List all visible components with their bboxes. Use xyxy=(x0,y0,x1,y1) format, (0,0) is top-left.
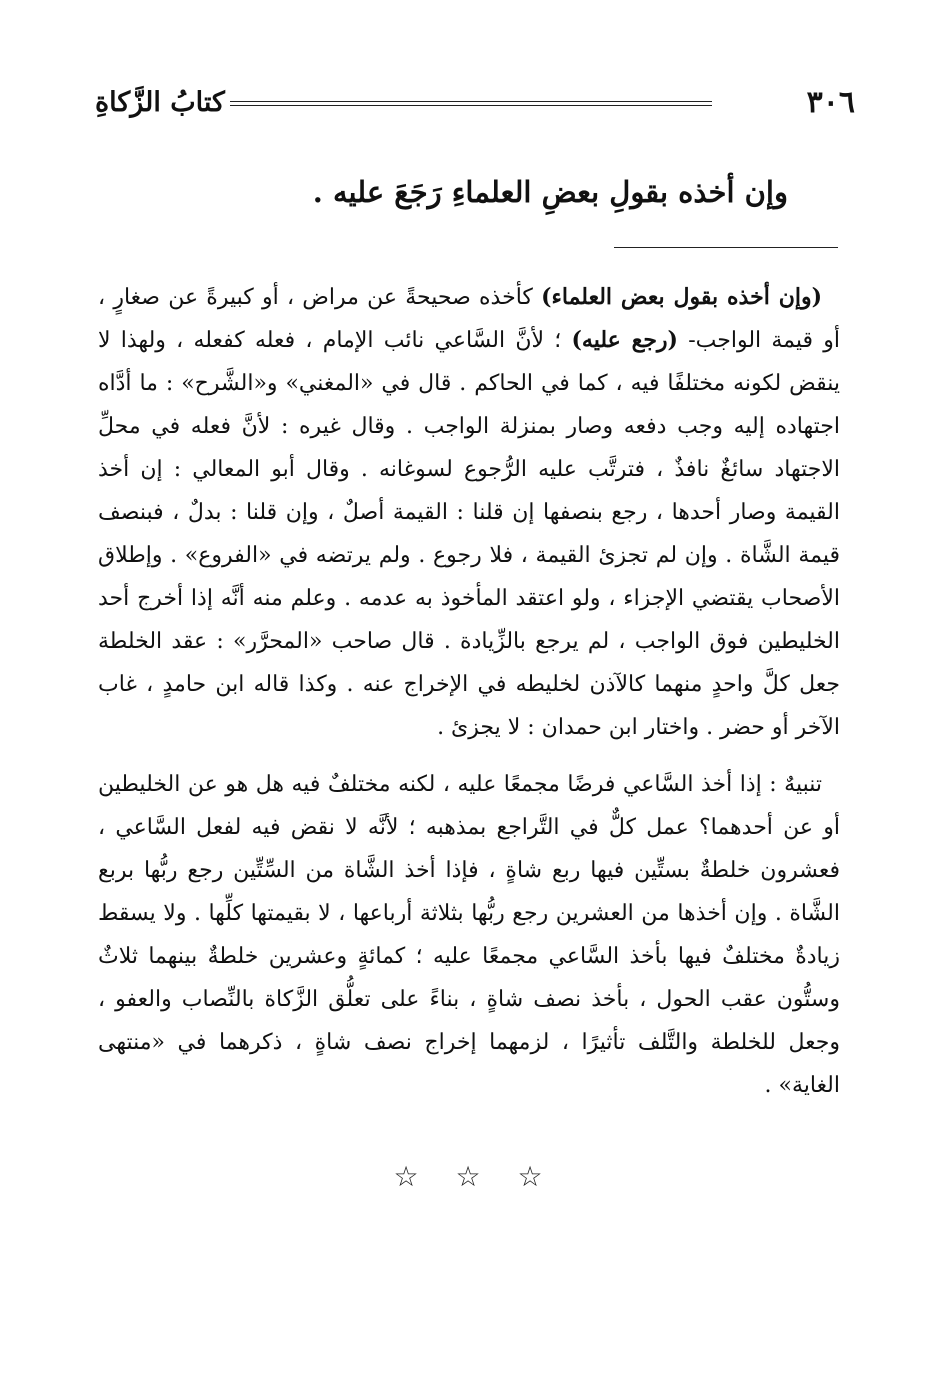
quoted-matn: (وإن أخذه بقول بعض العلماء) xyxy=(541,284,823,310)
commentary-span: ؛ لأنَّ السَّاعي نائب الإمام ، فعله كفعله ، ولهذا لا ينقض لكونه مختلفًا فيه ، كما في الحاكم . قال في «المغني» و«الشَّرح» : ما أدَّاه اجتهاده إليه وجب دفعه وصار بمنزلة الواجب . وقال غيره : لأنَّ فعله في محلِّ الاجتهاد سائغٌ نافذٌ ، فترتَّب عليه الرُّجوع لسوغانه . وقال أبو المعالي : إن أخذ القيمة وصار أحدها ، رجع بنصفها إن قلنا : القيمة أصلٌ ، وإن قلنا : بدلٌ ، فبنصف قيمة الشَّاة . وإن لم تجزئ القيمة ، فلا رجوع . ولم يرتضه في «الفروع» . وإطلاق الأصحاب يقتضي الإجزاء ، ولو اعتقد المأخوذ به عدمه . وعلم منه أنَّه إذا أخرج أحد الخليطين فوق الواجب ، لم يرجع بالزِّيادة . قال صاحب «المحرَّر» : عقد الخلطة جعل كلَّ واحدٍ منهما كالآذن لخليطه في الإخراج عنه . وكذا قاله ابن حامدٍ ، غاب الآخر أو حضر . واختار ابن حمدان : لا يجزئ . xyxy=(98,328,840,740)
quoted-matn: (رجع عليه) xyxy=(571,327,678,353)
commentary-span: كأخذه صحيحةً عن مراض ، أو كبيرةً عن صغارٍ ، أو قيمة الواجب- xyxy=(98,285,840,353)
commentary-paragraph xyxy=(98,276,840,749)
matn-text: وإن أخذه بقولِ بعضِ العلماءِ رَجَعَ عليه . xyxy=(312,175,788,209)
page-number: ٣٠٦ xyxy=(806,84,855,120)
header-rule xyxy=(230,101,712,106)
section-end-stars: ☆ ☆ ☆ xyxy=(393,1160,557,1193)
running-title: كتابُ الزَّكاةِ xyxy=(95,86,225,118)
commentary-paragraph: تنبيهٌ : إذا أخذ السَّاعي فرضًا مجمعًا عليه ، لكنه مختلفٌ فيه هل هو عن الخليطين أو عن أحدهما؟ عمل كلٌّ في التَّراجع بمذهبه ؛ لأنَّه لا نقض فيه لفعل السَّاعي ، فعشرون خلطةٌ بستِّين فيها ربع شاةٍ ، فإذا أخذ الشَّاة من السِّتِّين رجع ربُّها بربع الشَّاة . وإن أخذها من العشرين رجع ربُّها بثلاثة أرباعها ، لا بقيمتها كلِّها . ولا يسقط زيادةٌ مختلفٌ فيها بأخذ السَّاعي مجمعًا عليه ؛ كمائةٍ وعشرين خلطةٌ بينهما ثلاثٌ وستُّون عقب الحول ، بأخذ نصف شاةٍ ، بناءً على تعلُّق الزَّكاة بالنِّصاب والعفو ، وجعل للخلطة والتَّلف تأثيرًا ، لزمهما إخراج نصف شاةٍ ، ذكرهما في «منتهى الغاية» . xyxy=(98,772,840,1098)
footnote-separator xyxy=(614,247,838,248)
commentary-text xyxy=(98,276,840,1107)
